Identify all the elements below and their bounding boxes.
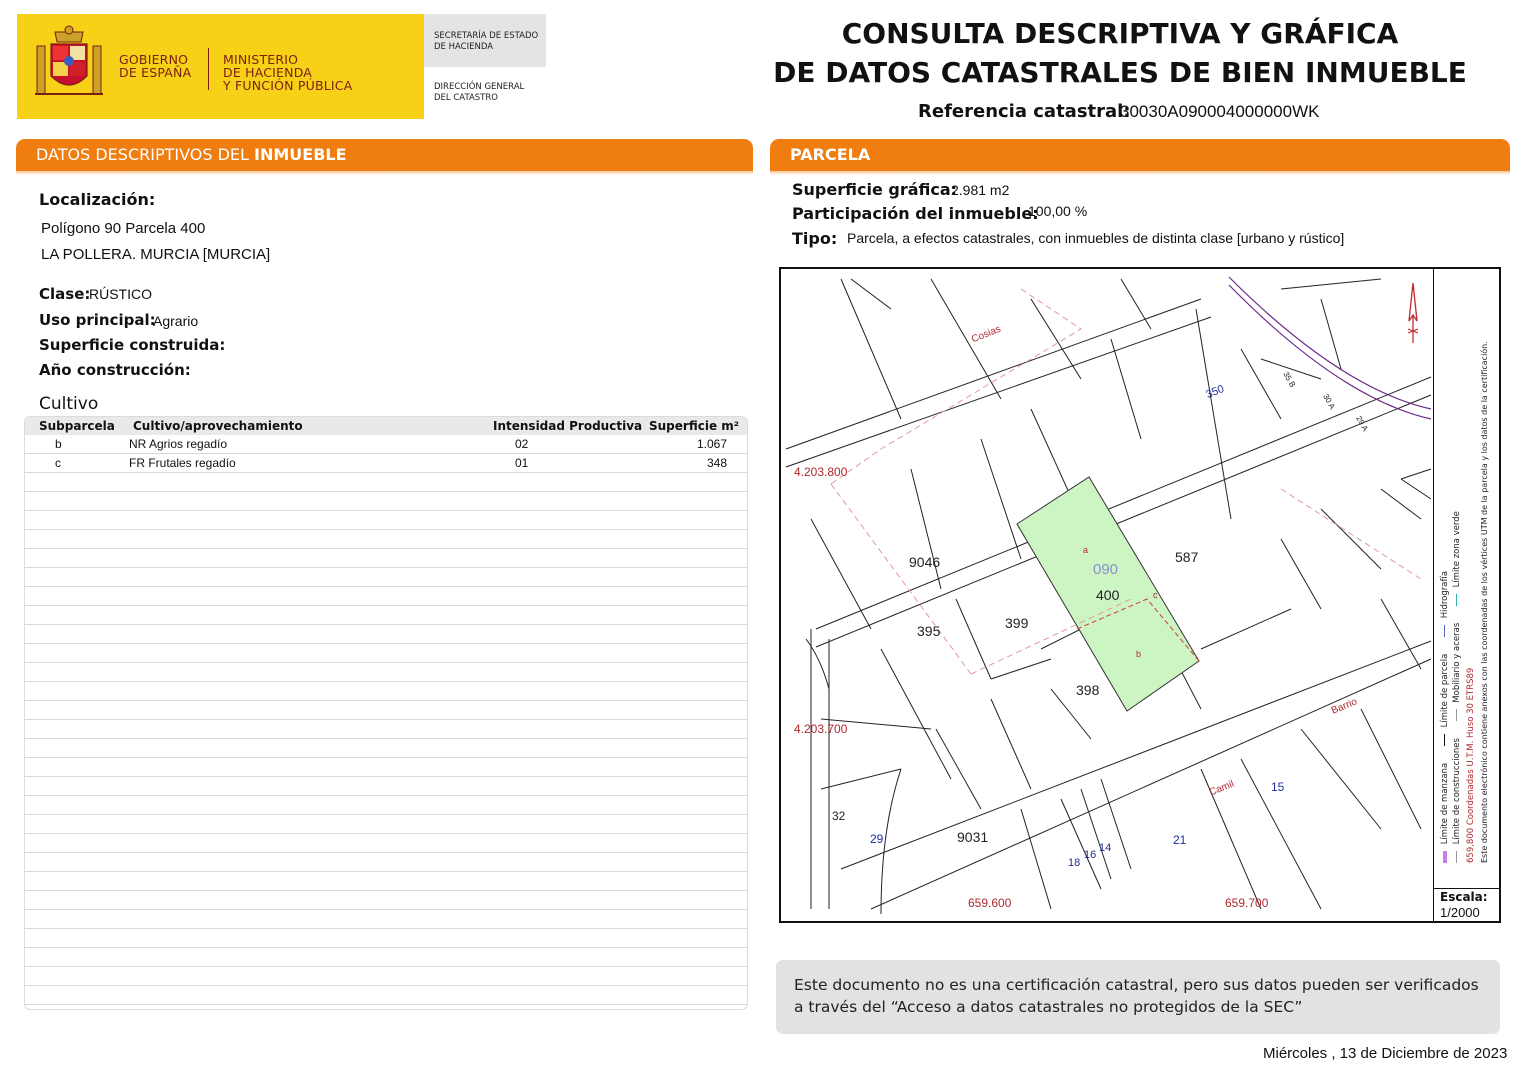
parcela-section-title: PARCELA (790, 145, 871, 164)
legend-divider (1433, 269, 1434, 921)
street-barrio-label: Barrio (1329, 696, 1359, 717)
table-row (25, 853, 747, 872)
table-row (25, 644, 747, 663)
n29a-label: 29 A (1354, 414, 1370, 433)
table-row (25, 473, 747, 492)
n29-label: 29 (870, 832, 884, 846)
legend-mobiliario: Mobiliario y aceras (1452, 622, 1462, 703)
table-row (25, 435, 747, 454)
parcela-label: 400 (1096, 587, 1120, 603)
table-row (25, 701, 747, 720)
ministerio-line2: DE HACIENDA (223, 65, 313, 80)
table-row (25, 891, 747, 910)
superficie-construida-label: Superficie construida: (39, 336, 226, 354)
datos-section-header (16, 139, 753, 171)
legend-row-2 (1451, 263, 1463, 863)
row-superficie: 348 (706, 456, 727, 470)
table-row (25, 720, 747, 739)
street-camil-label: Camil (1207, 778, 1236, 799)
tipo-label: Tipo: (792, 229, 838, 248)
table-row (25, 967, 747, 986)
legend-mobiliario-swatch (1456, 709, 1457, 721)
table-row (25, 834, 747, 853)
title-line1: CONSULTA DESCRIPTIVA Y GRÁFICA (841, 17, 1399, 50)
n18-label: 18 (1068, 857, 1081, 869)
legend-row-1 (1439, 263, 1451, 863)
table-row (25, 568, 747, 587)
n9046-label: 9046 (909, 554, 941, 570)
legend-manzana-swatch (1443, 851, 1447, 863)
localizacion-label: Localización: (39, 190, 156, 209)
n32-label: 32 (832, 809, 846, 823)
coord-x1-label: 659.600 (968, 896, 1012, 910)
verification-note: Este documento no es una certificación catastral, pero sus datos pueden ser verificados a través del “Acceso a datos catastrales no protegidos de la SEC” (776, 960, 1500, 1034)
legend-doc: Este documento electrónico contiene anexos con las coordenadas de los vértices UTM de la parcela y los datos de la certificación. (1480, 341, 1489, 863)
table-row (25, 492, 747, 511)
participacion-label: Participación del inmueble: (792, 204, 1039, 223)
table-row (25, 815, 747, 834)
table-row (25, 872, 747, 891)
localizacion-line2: LA POLLERA. MURCIA [MURCIA] (41, 246, 271, 263)
table-row (25, 625, 747, 644)
n16-label: 16 (1084, 849, 1097, 861)
n14-label: 14 (1099, 842, 1112, 854)
espana-line: DE ESPAÑA (119, 65, 192, 80)
n398-label: 398 (1076, 682, 1100, 698)
subparcela-b-label: b (1136, 649, 1142, 659)
table-row (25, 587, 747, 606)
row-intensidad: 01 (515, 456, 529, 470)
n35b-label: 35 B (1281, 370, 1298, 389)
map-canvas (781, 269, 1499, 921)
ministerio-line3: Y FUNCIÓN PÚBLICA (223, 78, 353, 93)
col-cultivo: Cultivo/aprovechamiento (133, 419, 303, 433)
logo-divider (208, 48, 209, 90)
scale-box-divider (1433, 888, 1499, 889)
tipo-value: Parcela, a efectos catastrales, con inmuebles de distinta clase [urbano y rústico] (847, 230, 1345, 246)
cadastral-map (779, 267, 1501, 923)
table-row (25, 777, 747, 796)
participacion-value: 100,00 % (1028, 203, 1088, 219)
gobierno-line: GOBIERNO (119, 52, 189, 67)
anio-construccion-label: Año construcción: (39, 361, 191, 379)
direccion-text (434, 82, 524, 104)
table-row (25, 796, 747, 815)
n15-label: 15 (1271, 780, 1285, 794)
legend-parcela-swatch (1444, 734, 1445, 746)
col-superficie: Superficie m² (649, 419, 740, 433)
coord-y1-label: 4.203.800 (794, 465, 848, 479)
datos-section-title: DATOS DESCRIPTIVOS DEL (36, 145, 255, 164)
superficie-grafica-label: Superficie gráfica: (792, 180, 958, 199)
row-subparcela: b (55, 437, 62, 451)
coord-y2-label: 4.203.700 (794, 722, 848, 736)
row-cultivo: FR Frutales regadío (129, 456, 236, 470)
street-cosias-label: Cosias (970, 323, 1003, 346)
cultivo-table-body (25, 435, 747, 1005)
legend-parcela: Límite de parcela (1440, 653, 1450, 728)
table-row (25, 739, 747, 758)
legend-coords: 659,800 Coordenadas U.T.M. Huso 30 ETRS89 (1466, 667, 1476, 863)
table-row (25, 682, 747, 701)
row-superficie: 1.067 (696, 437, 727, 451)
col-subparcela: Subparcela (39, 419, 115, 433)
secretaria-text (434, 31, 538, 53)
cultivo-title: Cultivo (39, 394, 99, 414)
ref-value: 30030A090004000000WK (1120, 102, 1320, 121)
table-row (25, 530, 747, 549)
n399-label: 399 (1005, 615, 1029, 631)
superficie-grafica-value: 2.981 m2 (951, 182, 1010, 198)
poligono-label: 090 (1093, 561, 1119, 578)
document-date: Miércoles , 13 de Diciembre de 2023 (1263, 1045, 1508, 1062)
parcela-section-line (770, 171, 1510, 175)
row-intensidad: 02 (515, 437, 529, 451)
datos-section-line (16, 171, 753, 175)
legend-construcciones: Límite de construcciones (1452, 738, 1462, 845)
cultivo-table (24, 416, 748, 1010)
datos-section-title-bold: INMUEBLE (254, 145, 347, 164)
parcela-section-header (770, 139, 1510, 171)
table-row (25, 929, 747, 948)
secretaria-line1: SECRETARÍA DE ESTADO (434, 31, 539, 41)
localizacion-line1: Polígono 90 Parcela 400 (41, 220, 206, 237)
direccion-line1: DIRECCIÓN GENERAL (434, 82, 525, 92)
ministerio-line1: MINISTERIO (223, 52, 299, 67)
legend-zona-verde-swatch (1456, 594, 1457, 606)
table-row (25, 663, 747, 682)
table-row (25, 454, 747, 473)
n9031-label: 9031 (957, 829, 989, 845)
subparcela-c-label: c (1153, 590, 1158, 600)
north-arrow-icon (1403, 281, 1423, 350)
legend-hidro-swatch (1444, 625, 1445, 637)
clase-value: RÚSTICO (89, 286, 152, 302)
table-row (25, 948, 747, 967)
table-row (25, 910, 747, 929)
legend-manzana: Límite de manzana (1440, 762, 1450, 845)
cultivo-table-header (25, 417, 747, 435)
uso-label: Uso principal: (39, 311, 156, 329)
n21-label: 21 (1173, 833, 1187, 847)
road-350-label: 350 (1204, 382, 1226, 402)
row-subparcela: c (55, 456, 61, 470)
col-intensidad: Intensidad Productiva (493, 419, 643, 433)
secretaria-line2: DE HACIENDA (434, 42, 494, 52)
table-row (25, 986, 747, 1005)
subparcela-a-label: a (1083, 545, 1089, 555)
coat-of-arms-icon (33, 24, 105, 104)
n395-label: 395 (917, 623, 941, 639)
legend-hidro: Hidrografía (1440, 570, 1450, 619)
map-legend (1439, 263, 1499, 863)
clase-label: Clase: (39, 285, 91, 303)
title-line2: DE DATOS CATASTRALES DE BIEN INMUEBLE (773, 56, 1467, 89)
legend-construcciones-swatch (1456, 851, 1457, 863)
row-cultivo: NR Agrios regadío (129, 437, 228, 451)
n30a-label: 30 A (1321, 392, 1337, 411)
escala-label: Escala: (1440, 890, 1488, 904)
n587-label: 587 (1175, 549, 1199, 565)
table-row (25, 549, 747, 568)
escala-value: 1/2000 (1440, 905, 1480, 920)
ref-label: Referencia catastral: (918, 101, 1131, 122)
ministerio-text (223, 53, 352, 92)
gobierno-espana-text (119, 53, 191, 79)
table-row (25, 758, 747, 777)
coord-x2-label: 659.700 (1225, 896, 1269, 910)
legend-zona-verde: Límite zona verde (1452, 511, 1462, 588)
table-row (25, 606, 747, 625)
uso-value: Agrario (153, 313, 199, 329)
page-title (740, 14, 1500, 92)
direccion-line2: DEL CATASTRO (434, 93, 498, 103)
table-row (25, 511, 747, 530)
